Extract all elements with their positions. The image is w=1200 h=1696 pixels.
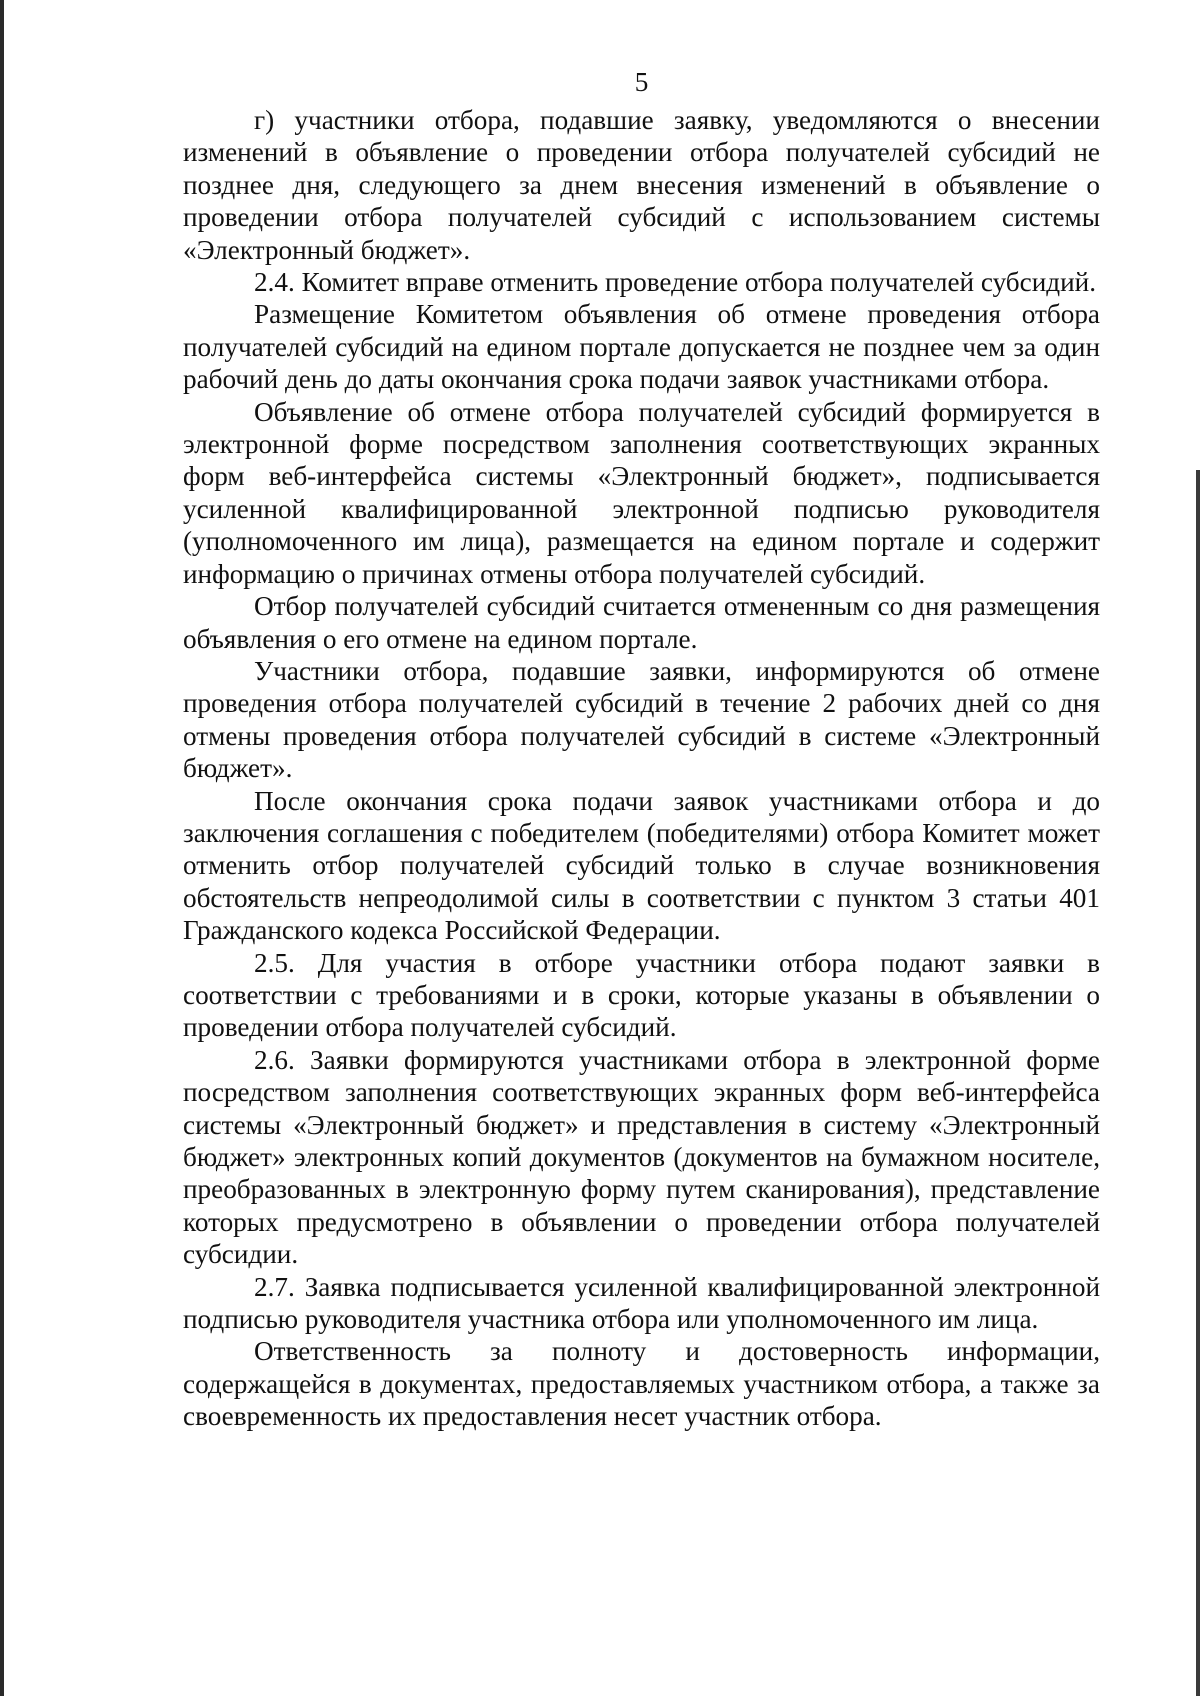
paragraph-2-7-application-signing: 2.7. Заявка подписывается усиленной квалифицированной электронной подписью руководителя участника отбора или уполномоченного им лица. bbox=[183, 1271, 1100, 1335]
paragraph-notification-of-changes: г) участники отбора, подавшие заявку, уведомляются о внесении изменений в объявление о проведении отбора получателей субсидий не позднее дня, следующего за днем внесения изменений в объявление о проведении отбора получателей субсидий с использованием системы «Электронный бюджет». bbox=[183, 105, 1100, 265]
paragraph-force-majeure: После окончания срока подачи заявок участниками отбора и до заключения соглашения с победителем (победителями) отбора Комитет может отменить отбор получателей субсидий только в случае возникновения обстоятельств непреодолимой силы в соответствии с пунктом 3 статьи 401 Гражданского кодекса Российской Федерации. bbox=[183, 785, 1100, 946]
document-page bbox=[183, 60, 1100, 1433]
paragraph-cancellation-announcement-timing: Размещение Комитетом объявления об отмене проведения отбора получателей субсидий на едином портале допускается не позднее чем за один рабочий день до даты окончания срока подачи заявок участниками отбора. bbox=[183, 299, 1100, 395]
paragraph-cancellation-effective: Отбор получателей субсидий считается отмененным со дня размещения объявления о его отмене на едином портале. bbox=[183, 591, 1100, 654]
scan-edge-left bbox=[0, 0, 4, 1696]
paragraph-responsibility: Ответственность за полноту и достоверность информации, содержащейся в документах, предоставляемых участником отбора, а также за своевременность их предоставления несет участник отбора. bbox=[183, 1336, 1100, 1432]
page-number: 5 bbox=[634, 67, 649, 97]
paragraph-participants-informed: Участники отбора, подавшие заявки, информируются об отмене проведения отбора получателей субсидий в течение 2 рабочих дней со дня отмены проведения отбора получателей субсидий в системе «Электронный бюджет». bbox=[183, 655, 1100, 784]
scan-edge-right bbox=[1196, 470, 1200, 1696]
paragraph-2-4-cancellation-right: 2.4. Комитет вправе отменить проведение отбора получателей субсидий. bbox=[254, 267, 1096, 298]
paragraph-2-6-application-forming: 2.6. Заявки формируются участниками отбора в электронной форме посредством заполнения соответствующих экранных форм веб-интерфейса системы «Электронный бюджет» и представления в систему «Электронный бюджет» электронных копий документов (документов на бумажном носителе, преобразованных в электронную форму путем сканирования), представление которых предусмотрено в объявлении о проведении отбора получателей субсидии. bbox=[183, 1044, 1100, 1270]
paragraph-cancellation-announcement-form: Объявление об отмене отбора получателей субсидий формируется в электронной форме посредством заполнения соответствующих экранных форм веб-интерфейса системы «Электронный бюджет», подписывается усиленной квалифицированной электронной подписью руководителя (уполномоченного им лица), размещается на едином портале и содержит информацию о причинах отмены отбора получателей субсидий. bbox=[183, 396, 1100, 589]
paragraph-2-5-application-submission: 2.5. Для участия в отборе участники отбора подают заявки в соответствии с требованиями и в сроки, которые указаны в объявлении о проведении отбора получателей субсидий. bbox=[183, 947, 1100, 1043]
